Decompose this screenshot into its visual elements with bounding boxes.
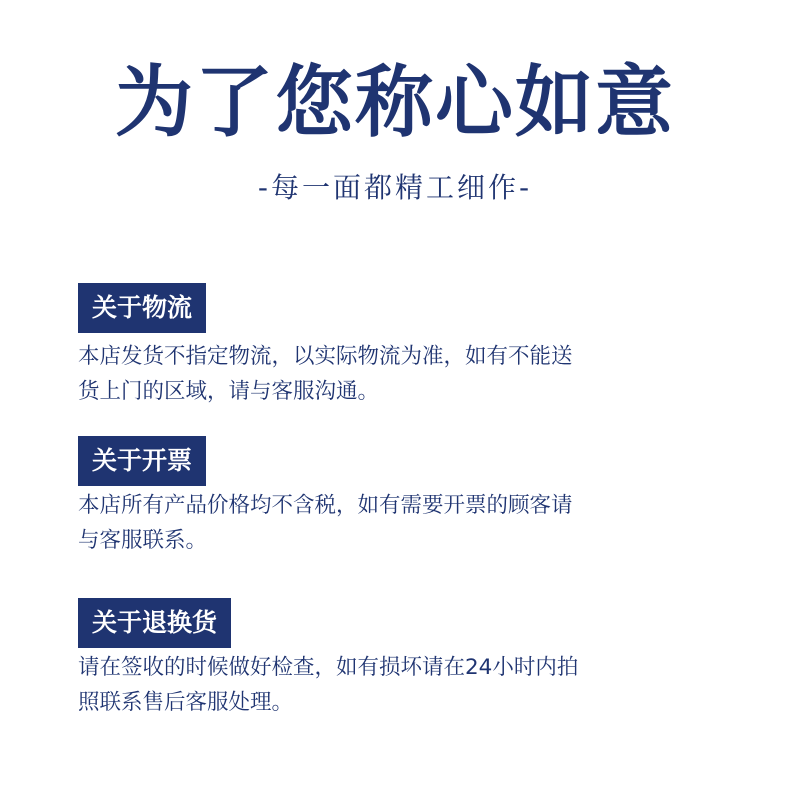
section-text-line: 货上门的区域，请与客服沟通。 [78,379,380,404]
section-text-returns [78,650,678,720]
section-text-line: 请在签收的时候做好检查，如有损坏请在24小时内拍 [78,655,579,680]
section-tag-logistics: 关于物流 [78,283,206,333]
page-title: 为了您称心如意 [114,58,675,148]
section-text-line: 与客服联系。 [78,528,208,553]
section-text-logistics [78,339,678,409]
section-text-line: 本店发货不指定物流，以实际物流为准，如有不能送 [78,344,573,369]
section-tag-invoice: 关于开票 [78,436,206,486]
section-text-invoice [78,488,678,558]
page-subtitle: -每一面都精工细作- [257,171,533,204]
section-text-line: 本店所有产品价格均不含税，如有需要开票的顾客请 [78,493,573,518]
section-text-line: 照联系售后客服处理。 [78,690,294,715]
section-tag-returns: 关于退换货 [78,598,231,648]
